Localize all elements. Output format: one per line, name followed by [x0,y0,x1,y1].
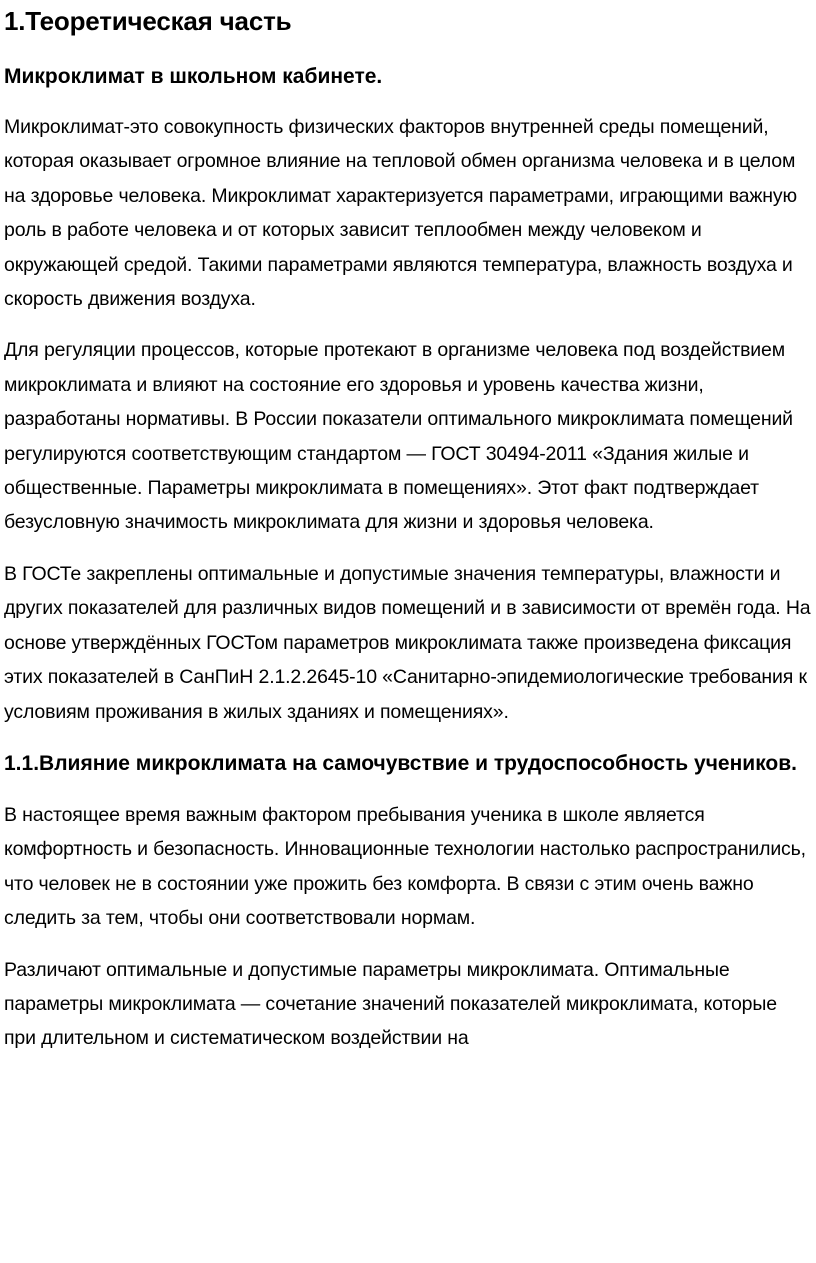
section-heading: 1.1.Влияние микроклимата на самочувствие и трудоспособность учеников. [4,751,797,775]
paragraph: В ГОСТе закреплены оптимальные и допустимые значения температуры, влажности и других показателей для различных видов помещений и в зависимости от времён года. На основе утверждённых ГОСТом параметров микроклимата также произведена фиксация этих показателей в СанПиН 2.1.2.2645-10 «Санитарно-эпидемиологические требования к условиям проживания в жилых зданиях и помещениях». [4,562,811,723]
paragraph: Микроклимат-это совокупность физических факторов внутренней среды помещений, которая оказывает огромное влияние на тепловой обмен организма человека и в целом на здоровье человека. Микроклимат характеризуется параметрами, играющими важную роль в работе человека и от которых зависит теплообмен между человеком и окружающей средой. Такими параметрами являются температура, влажность воздуха и скорость движения воздуха. [4,116,797,311]
main-heading: 1.Теоретическая часть [4,6,292,36]
subheading: Микроклимат в школьном кабинете. [4,65,383,88]
paragraph: Для регуляции процессов, которые протекают в организме человека под воздействием микроклимата и влияют на состояние его здоровья и уровень качества жизни, разработаны нормативы. В России показатели оптимального микроклимата помещений регулируются соответствующим стандартом — ГОСТ 30494-2011 «Здания жилые и общественные. Параметры микроклимата в помещениях». Этот факт подтверждает безусловную значимость микроклимата для жизни и здоровья человека. [4,339,793,534]
paragraph: Различают оптимальные и допустимые параметры микроклимата. Оптимальные параметры микроклимата — сочетание значений показателей микроклимата, которые при длительном и систематическом воздействии на [4,958,777,1050]
paragraph: В настоящее время важным фактором пребывания ученика в школе является комфортность и безопасность. Инновационные технологии настолько распространились, что человек не в состоянии уже прожить без комфорта. В связи с этим очень важно следить за тем, чтобы они соответствовали нормам. [4,803,806,930]
